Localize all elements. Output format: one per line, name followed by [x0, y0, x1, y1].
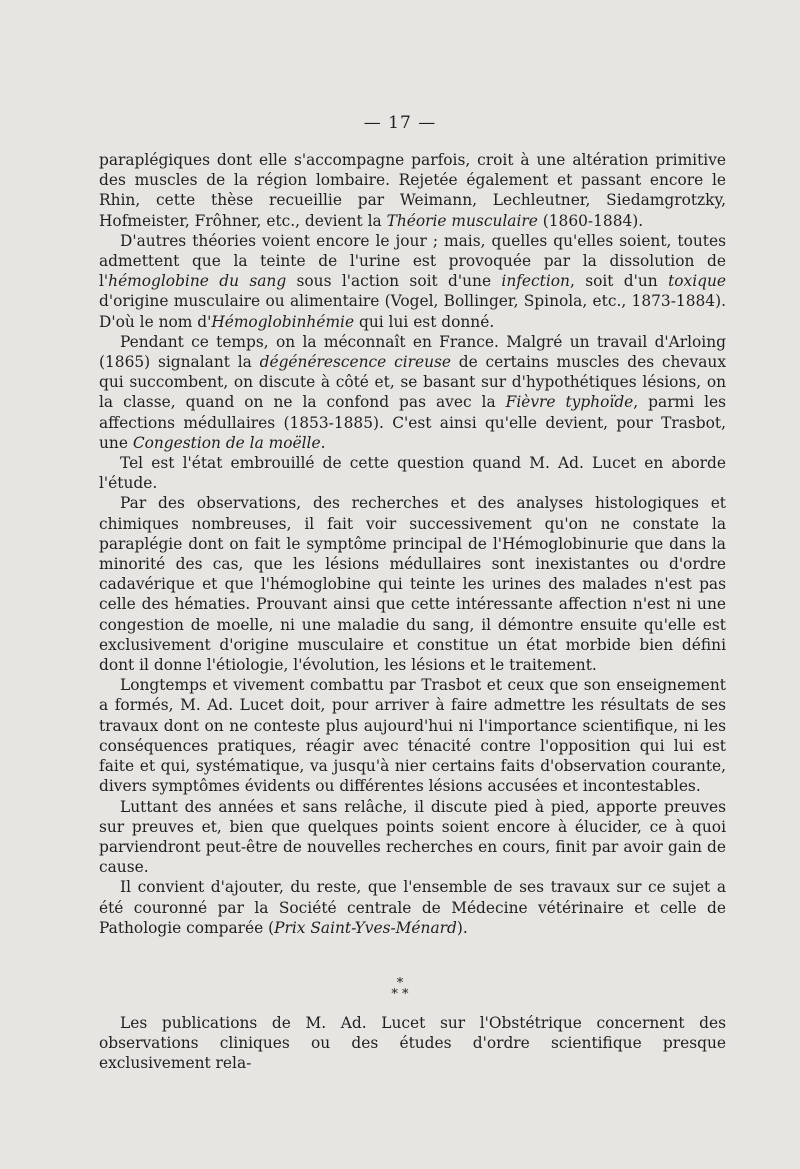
paragraph: Pendant ce temps, on la méconnaît en France. Malgré un travail d'Arloing (1865) signalant la dégénérescence cireuse de certains muscles des chevaux qui succombent, on discute à côté et, se basant sur d'hypothétiques lésions, on la classe, quand on ne la confond pas avec la Fièvre typhoïde, parmi les affections médullaires (1853-1885). C'est ainsi qu'elle devient, pour Trasbot, une Congestion de la moëlle.	[99, 332, 726, 452]
paragraph: Les publications de M. Ad. Lucet sur l'Obstétrique concernent des observations cliniques ou des études d'ordre scientifique presque exclusivement rela-	[99, 1014, 726, 1073]
page-number: — 17 —	[363, 113, 437, 133]
section-separator	[0, 978, 800, 1000]
paragraph: paraplégiques dont elle s'accompagne parfois, croit à une altération primitive des muscles de la région lombaire. Rejetée également et passant encore le Rhin, cette thèse recueillie par Weimann, Lechleutner, Siedamgrotzky, Hofmeister, Frôhner, etc., devient la Théorie musculaire (1860-1884).	[99, 151, 726, 230]
separator-stars: * *	[391, 987, 409, 1002]
paragraph: D'autres théories voient encore le jour ; mais, quelles qu'elles soient, toutes admettent que la teinte de l'urine est provoquée par la dissolution de l'hémoglobine du sang sous l'action soit d'une infection, soit d'un toxique d'origine musculaire ou alimentaire (Vogel, Bollinger, Spinola, etc., 1873-1884). D'où le nom d'Hémoglobinhémie qui lui est donné.	[99, 231, 726, 331]
paragraph: Par des observations, des recherches et des analyses histologiques et chimiques nombreuses, il fait voir successivement qu'on ne constate la paraplégie dont on fait le symptôme principal de l'Hémoglobinurie que dans la minorité des cas, que les lésions médullaires sont inexistantes ou d'ordre cadavérique et que l'hémoglobine qui teinte les urines des malades n'est pas celle des hématies. Prouvant ainsi que cette intéressante affection n'est ni une congestion de moelle, ni une maladie du sang, il démontre ensuite qu'elle est exclusivement d'origine musculaire et constitue un état morbide bien défini dont il donne l'étiologie, l'évolution, les lésions et le traitement.	[99, 494, 726, 675]
paragraph: Tel est l'état embrouillé de cette question quand M. Ad. Lucet en aborde l'étude.	[99, 454, 726, 493]
paragraph: Il convient d'ajouter, du reste, que l'ensemble de ses travaux sur ce sujet a été couronné par la Société centrale de Médecine vétérinaire et celle de Pathologie comparée (Prix Saint-Yves-Ménard).	[99, 878, 726, 937]
separator-star: *	[396, 976, 404, 991]
paragraph: Longtemps et vivement combattu par Trasbot et ceux que son enseignement a formés, M. Ad. Lucet doit, pour arriver à faire admettre les résultats de ses travaux dont on ne conteste plus aujourd'hui ni l'importance scientifique, ni les conséquences pratiques, réagir avec ténacité contre l'opposition qui lui est faite et qui, systématique, va jusqu'à nier certains faits d'observation courante, divers symptômes évidents ou différentes lésions accusées et incontestables.	[99, 676, 726, 796]
body-text	[99, 150, 726, 938]
paragraph: Luttant des années et sans relâche, il discute pied à pied, apporte preuves sur preuves et, bien que quelques points soient encore à élucider, ce à quoi parviendront peut-être de nouvelles recherches en cours, finit par avoir gain de cause.	[99, 797, 726, 877]
